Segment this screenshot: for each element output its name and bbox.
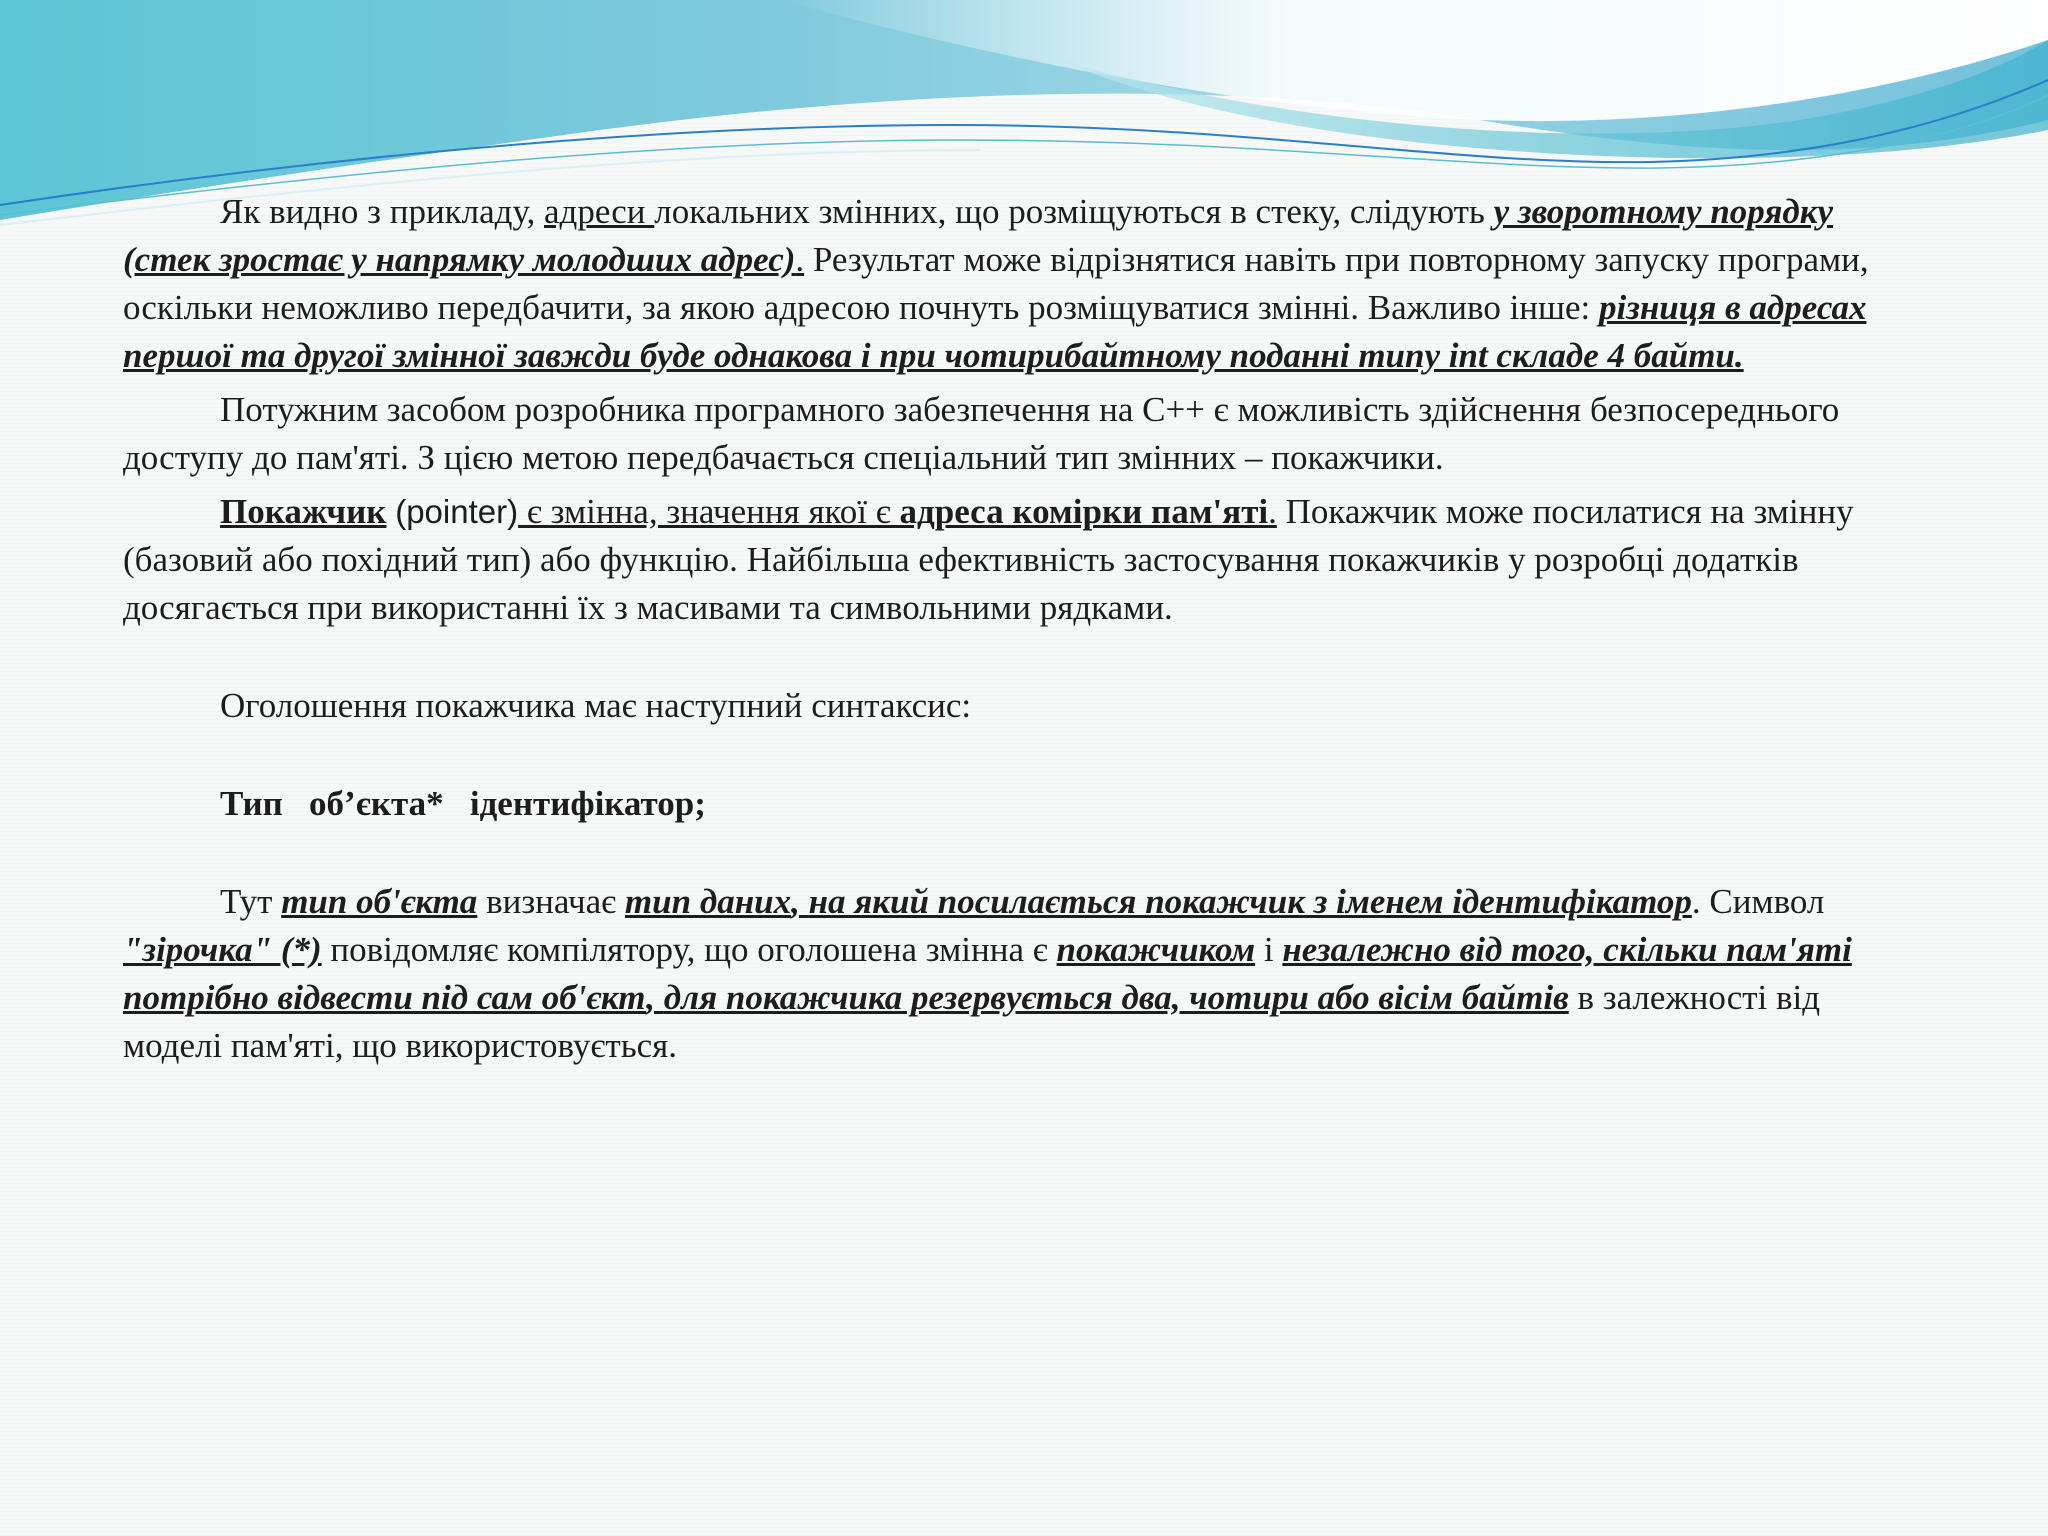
emphasis: у зворотному порядку (стек зростає у напрямку молодших адрес) [123,192,1834,279]
emphasis: незалежно від того, скільки пам'яті потрібно відвести під сам об'єкт [123,930,1852,1017]
text-underlined: . [795,240,805,279]
text: і [1255,930,1283,969]
emphasis: для покажчика резервується два, чотири або вісім байтів [663,978,1569,1017]
emphasis: , [646,978,664,1017]
paragraph-pointers-intro: Потужним засобом розробника програмного забезпечення на C++ є можливість здійснення безпосереднього доступу до пам'яті. З цією метою передбачається спеціальний тип змінних – покажчики. [123,390,1840,477]
text-underlined: адреси [544,192,655,231]
emphasis: "зірочка" (*) [123,930,322,969]
paragraph-syntax-intro: Оголошення покажчика має наступний синтаксис: [220,686,972,725]
term-pointer: Покажчик [220,492,387,531]
emphasis: , [791,882,809,921]
text: визначає [477,882,625,921]
emphasis: на який посилається покажчик з іменем ідентифікатор [808,882,1692,921]
text: Результат може відрізнятися навіть при повторному запуску програми, оскільки неможливо передбачити, за якою адресою почнуть розміщуватися змінні. Важливо інше: [123,240,1869,327]
text: . [1691,882,1701,921]
paragraph-pointer-definition [123,488,1923,632]
emphasis: тип даних [624,882,792,921]
syntax-line: Тип об’єкта* ідентифікатор; [220,784,706,823]
text: Символ [1700,882,1825,921]
term-english: (pointer) [395,493,519,530]
text: Як видно з прикладу, [220,192,544,231]
text: Тут [220,882,282,921]
text: Покажчик може посилатися на змінну (базовий або похідний тип) або функцію. Найбільша ефективність застосування покажчиків у розробці додатків досягається при використанні їх з масивами та символьними рядками. [123,492,1854,627]
paragraph-stack-order [123,188,1923,380]
text: локальних змінних, що розміщуються в стеку, слідують [654,192,1494,231]
text: повідомляє компілятору, що оголошена змінна є [321,930,1057,969]
text-underlined: . [1268,492,1277,531]
paragraph-syntax-explanation [123,878,1923,1070]
emphasis: тип об'єкта [281,882,478,921]
text-underlined: є змінна, значення якої є [518,492,900,531]
text [386,492,395,531]
term-address: адреса комірки пам'яті [899,492,1269,531]
emphasis: покажчиком [1056,930,1256,969]
emphasis: різниця в адресах першої та другої змінної завжди буде однакова і при чотирибайтному поданні типу int складе 4 байти. [123,288,1867,375]
slide-body [123,188,1923,1070]
text: в залежності від моделі пам'яті, що використовується. [123,978,1821,1065]
